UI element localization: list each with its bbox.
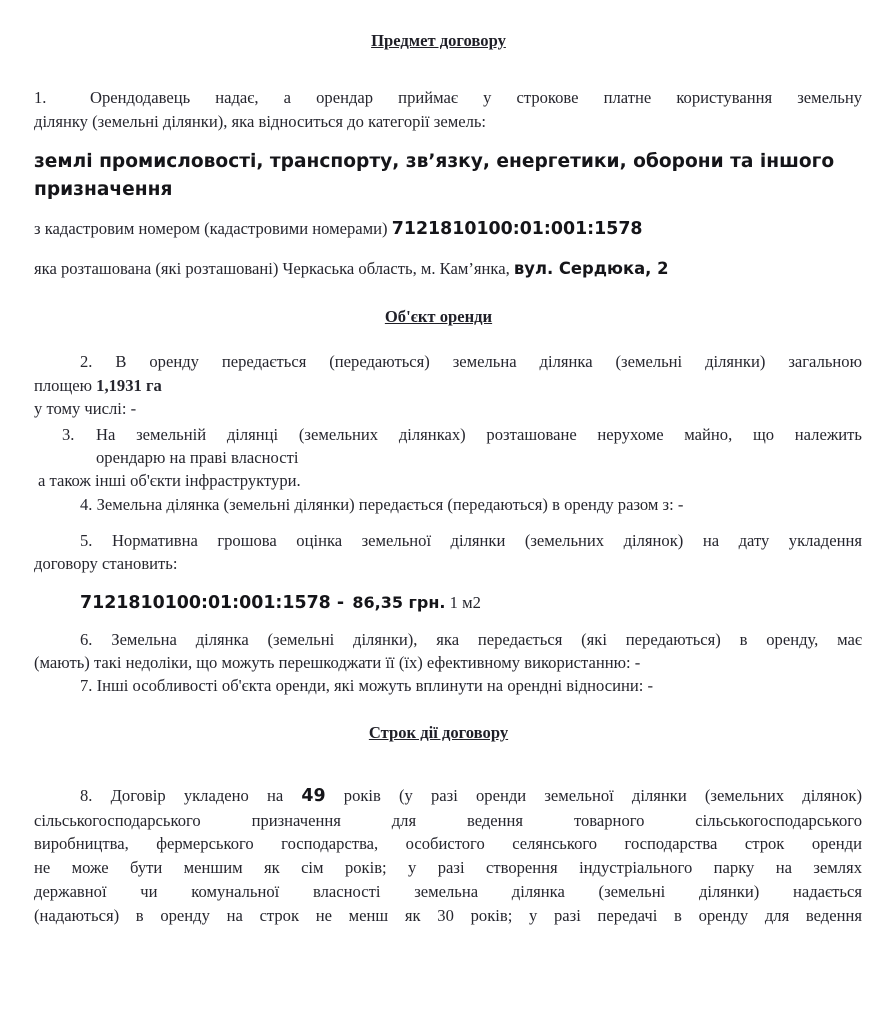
- clause-8-line-5: державної чи комунальної власності земельна ділянка (земельні ділянки) надається: [34, 882, 862, 901]
- clause-4: 4. Земельна ділянка (земельні ділянки) передається (передаються) в оренду разом з: -: [80, 495, 684, 514]
- clause-3-line-2: орендарю на праві власності: [96, 448, 299, 467]
- clause-3-text: На земельній ділянці (земельних ділянках) розташоване нерухоме майно, що належить: [96, 425, 862, 444]
- clause-8-line-4: не може бути меншим як сім років; у разі створення індустріального парку на землях: [34, 858, 862, 877]
- section-title-term: Строк дії договору: [368, 723, 509, 742]
- clause-2-area: [34, 375, 162, 397]
- clause-8-prefix: 8. Договір укладено на: [80, 786, 284, 805]
- clause-8-line-1: [80, 785, 862, 807]
- clause-8-years: 49: [301, 786, 326, 806]
- clause-6-line-1: 6. Земельна ділянка (земельні ділянки), яка передається (які передаються) в оренду, має: [80, 630, 862, 649]
- clause-1-line-1: [34, 87, 862, 109]
- clause-8-suffix: років (у разі оренди земельної ділянки (земельних ділянок): [343, 786, 862, 805]
- clause-5-line-2: договору становить:: [34, 554, 178, 573]
- clause-8-line-6: (надаються) в оренду на строк не менш як 30 років; у разі передачі в оренду для ведення: [34, 906, 862, 925]
- clause-3-line-1: [62, 424, 862, 446]
- clause-7: 7. Інші особливості об'єкта оренди, які можуть вплинути на орендні відносини: -: [80, 676, 654, 695]
- clause-5-line-1: 5. Нормативна грошова оцінка земельної ділянки (земельних ділянок) на дату укладення: [80, 531, 862, 550]
- area-prefix: площею: [34, 376, 92, 395]
- clause-6-line-2: (мають) такі недоліки, що можуть перешкоджати її (їх) ефективному використанню: -: [34, 653, 641, 672]
- clause-3-number: 3.: [62, 425, 75, 444]
- clause-1-number: 1.: [34, 88, 47, 107]
- land-category: землі промисловості, транспорту, зв’язку, енергетики, оборони та іншого призначення: [34, 151, 835, 200]
- location-street: вул. Сердюка, 2: [513, 259, 669, 278]
- clause-1-text: Орендодавець надає, а орендар приймає у строкове платне користування земельну: [90, 88, 862, 107]
- cadastral-prefix: з кадастровим номером (кадастровими номерами): [34, 219, 388, 238]
- clause-8-line-2: сільськогосподарського призначення для ведення товарного сільськогосподарського: [34, 811, 862, 830]
- area-value: 1,1931 га: [96, 376, 162, 395]
- location-prefix: яка розташована (які розташовані) Черкаська область, м. Кам’янка,: [34, 259, 510, 278]
- section-title-object: Об'єкт оренди: [384, 307, 493, 326]
- valuation-unit: 1 м2: [449, 593, 481, 612]
- valuation-cadastral: 7121810100:01:001:1578 -: [80, 593, 345, 613]
- clause-2-including: у тому числі: -: [34, 399, 137, 418]
- section-title-subject: Предмет договору: [371, 31, 506, 50]
- valuation-line: [80, 592, 481, 614]
- clause-2-line-1: 2. В оренду передається (передаються) земельна ділянка (земельні ділянки) загальною: [80, 352, 862, 371]
- location-line: [34, 258, 668, 280]
- clause-3-line-3: а також інші об'єкти інфраструктури.: [38, 471, 301, 490]
- cadastral-number: 7121810100:01:001:1578: [391, 219, 643, 239]
- clause-1-line-2: ділянку (земельні ділянки), яка відноситься до категорії земель:: [34, 112, 487, 131]
- valuation-amount: 86,35 грн.: [352, 593, 446, 612]
- clause-8-line-3: виробництва, фермерського господарства, особистого селянського господарства строк оренди: [34, 834, 862, 853]
- cadastral-line: [34, 218, 643, 240]
